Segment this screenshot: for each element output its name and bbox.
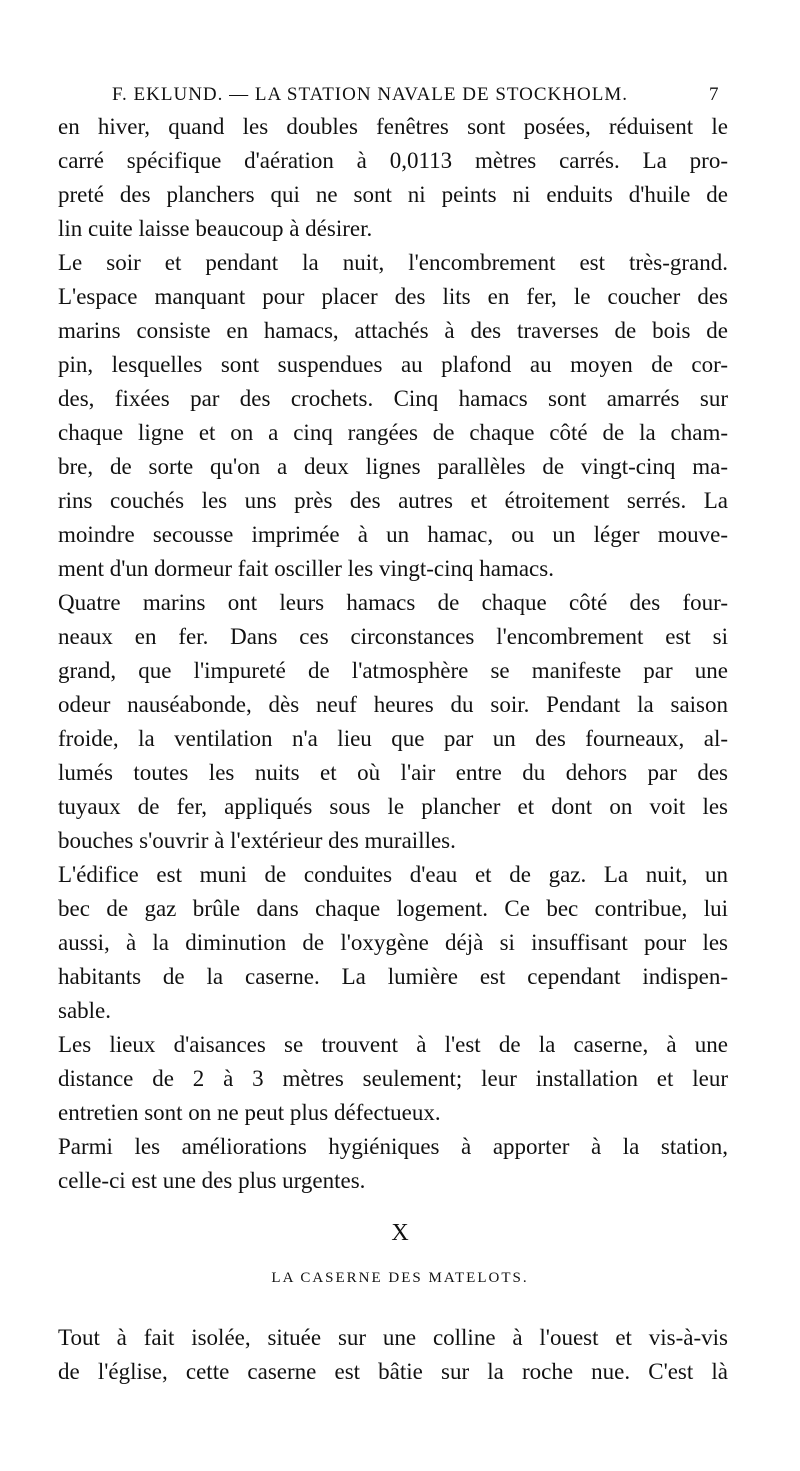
text-line: odeur nauséabonde, dès neuf heures du soir. Pendant la saison bbox=[58, 692, 728, 717]
text-line: lumés toutes les nuits et où l'air entre du dehors par des bbox=[58, 760, 728, 785]
text-block-section bbox=[58, 1321, 728, 1389]
text-line: Parmi les améliorations hygiéniques à apporter à la station, bbox=[58, 1134, 728, 1159]
text-line: habitants de la caserne. La lumière est cependant indispen- bbox=[58, 964, 728, 989]
text-line: bre, de sorte qu'on a deux lignes parallèles de vingt-cinq ma- bbox=[58, 454, 728, 479]
text-line: de l'église, cette caserne est bâtie sur la roche nue. C'est là bbox=[58, 1359, 728, 1384]
page-number: 7 bbox=[709, 84, 719, 105]
text-line: rins couchés les uns près des autres et étroitement serrés. La bbox=[58, 488, 728, 513]
text-line: Tout à fait isolée, située sur une colline à l'ouest et vis-à-vis bbox=[58, 1325, 728, 1350]
text-line: froide, la ventilation n'a lieu que par un des fourneaux, al- bbox=[58, 726, 728, 751]
text-block-main bbox=[58, 110, 728, 1198]
text-line: aussi, à la diminution de l'oxygène déjà si insuffisant pour les bbox=[58, 930, 728, 955]
text-line: Quatre marins ont leurs hamacs de chaque côté des four- bbox=[58, 590, 728, 615]
text-line: bec de gaz brûle dans chaque logement. Ce bec contribue, lui bbox=[58, 896, 728, 921]
running-title: F. EKLUND. — LA STATION NAVALE DE STOCKHOLM. bbox=[112, 84, 628, 105]
text-line: marins consiste en hamacs, attachés à des traverses de bois de bbox=[58, 318, 728, 343]
section-number: X bbox=[391, 1220, 409, 1246]
text-line: lin cuite laisse beaucoup à désirer. bbox=[58, 216, 373, 241]
text-line: grand, que l'impureté de l'atmosphère se manifeste par une bbox=[58, 658, 728, 683]
text-line: celle-ci est une des plus urgentes. bbox=[58, 1168, 366, 1193]
text-line: distance de 2 à 3 mètres seulement; leur installation et leur bbox=[58, 1066, 728, 1091]
text-line: tuyaux de fer, appliqués sous le plancher et dont on voit les bbox=[58, 794, 728, 819]
text-line: entretien sont on ne peut plus défectueux. bbox=[58, 1100, 441, 1125]
text-line: L'édifice est muni de conduites d'eau et de gaz. La nuit, un bbox=[58, 862, 728, 887]
text-line: ment d'un dormeur fait osciller les vingt-cinq hamacs. bbox=[58, 556, 554, 581]
text-line: Le soir et pendant la nuit, l'encombrement est très-grand. bbox=[58, 250, 728, 275]
text-line: L'espace manquant pour placer des lits en fer, le coucher des bbox=[58, 284, 728, 309]
text-line: pin, lesquelles sont suspendues au plafond au moyen de cor- bbox=[58, 352, 728, 377]
text-line: des, fixées par des crochets. Cinq hamacs sont amarrés sur bbox=[58, 386, 728, 411]
text-line: carré spécifique d'aération à 0,0113 mètres carrés. La pro- bbox=[58, 148, 728, 173]
text-line: bouches s'ouvrir à l'extérieur des murailles. bbox=[58, 828, 456, 853]
section-title: LA CASERNE DES MATELOTS. bbox=[271, 1270, 529, 1286]
text-line: moindre secousse imprimée à un hamac, ou un léger mouve- bbox=[58, 522, 728, 547]
text-line: sable. bbox=[58, 998, 112, 1023]
text-line: Les lieux d'aisances se trouvent à l'est de la caserne, à une bbox=[58, 1032, 728, 1057]
text-line: preté des planchers qui ne sont ni peints ni enduits d'huile de bbox=[58, 182, 728, 207]
text-line: chaque ligne et on a cinq rangées de chaque côté de la cham- bbox=[58, 420, 728, 445]
text-line: neaux en fer. Dans ces circonstances l'encombrement est si bbox=[58, 624, 728, 649]
text-line: en hiver, quand les doubles fenêtres sont posées, réduisent le bbox=[58, 114, 728, 139]
